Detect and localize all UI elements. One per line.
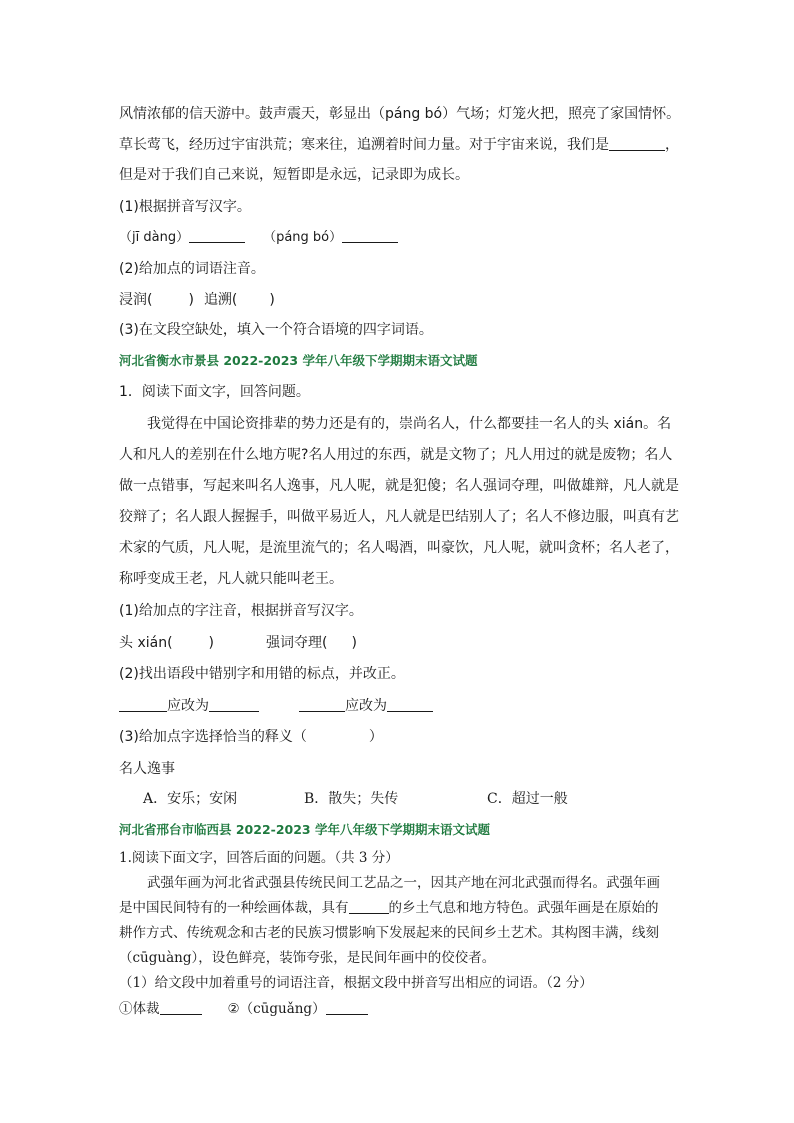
section-heading: 河北省衡水市景县 2022-2023 学年八年级下学期期末语文试题 xyxy=(119,353,478,368)
pinyin-prompt: （páng bó） xyxy=(263,230,343,245)
question-text: (3)给加点字选择恰当的释义（ xyxy=(119,729,307,745)
answer-blank[interactable] xyxy=(342,228,398,243)
text-segment: 应改为 xyxy=(167,698,209,714)
answer-blank[interactable] xyxy=(609,136,665,151)
question-text: (3)在文段空缺处，填入一个符合语境的四字词语。 xyxy=(119,322,433,338)
paragraph-line: 狡辩了；名人跟人握握手，叫做平易近人，凡人就是巴结别人了；名人不修边服，叫真有艺 xyxy=(119,509,679,525)
word-prompt: 头 xián( xyxy=(119,635,173,651)
paren-close: ) xyxy=(208,635,215,651)
paren-close: ) xyxy=(269,292,275,308)
question-line xyxy=(119,633,357,653)
paren-close: ) xyxy=(188,292,194,308)
option-c[interactable]: C．超过一般 xyxy=(487,791,568,807)
answer-blank[interactable] xyxy=(209,697,259,712)
question-intro: 1．阅读下面文字，回答问题。 xyxy=(119,384,310,400)
text-segment: ， xyxy=(665,137,679,153)
text-segment: 的乡土气息和地方特色。武强年画是在原始的 xyxy=(388,900,659,916)
paragraph-line: （cūguàng），设色鲜亮，装饰夸张，是民间年画中的佼佼者。 xyxy=(119,950,496,966)
paragraph-line: 我觉得在中国论资排辈的势力还是有的，崇尚名人，什么都要挂一名人的头 xián。名 xyxy=(147,416,672,432)
word-prompt: 追溯( xyxy=(203,292,238,308)
question-line xyxy=(119,727,383,747)
paragraph-line: 耕作方式、传统观念和古老的民族习惯影响下发展起来的民间乡土艺术。其构图丰满，线刻 xyxy=(119,925,659,941)
word-prompt: 浸润( xyxy=(119,292,153,308)
text-segment: 是中国民间特有的一种绘画体裁，具有 xyxy=(119,900,349,916)
paragraph-line: 术家的气质，凡人呢，是流里流气的；名人喝酒，叫豪饮，凡人呢，就叫贪杯；名人老了， xyxy=(119,540,679,556)
answer-blank[interactable] xyxy=(189,228,245,243)
word-prompt: ①体裁 xyxy=(119,1001,160,1017)
paragraph-line: 风情浓郁的信天游中。鼓声震天，彰显出（páng bó）气场；灯笼火把，照亮了家国情怀。 xyxy=(119,106,681,122)
question-intro: 1.阅读下面文字，回答后面的问题。（共 3 分） xyxy=(119,850,399,866)
text-segment: 草长莺飞，经历过宇宙洪荒；寒来往，追溯着时间力量。对于宇宙来说，我们是 xyxy=(119,137,609,153)
pinyin-prompt: ②（cūguǎng） xyxy=(227,1001,326,1017)
answer-blank[interactable] xyxy=(119,697,167,712)
question-text: (2)给加点的词语注音。 xyxy=(119,261,265,277)
option-b[interactable]: B．散失；失传 xyxy=(304,791,399,807)
section-heading: 河北省邢台市临西县 2022-2023 学年八年级下学期期末语文试题 xyxy=(119,822,490,837)
option-a[interactable]: A．安乐；安闲 xyxy=(143,791,238,807)
answer-blank[interactable] xyxy=(160,1000,202,1015)
question-text: (2)找出语段中错别字和用错的标点，并改正。 xyxy=(119,666,405,682)
paragraph-line: 但是对于我们自己来说，短暂即是永远，记录即为成长。 xyxy=(119,167,469,183)
question-text: (1)根据拼音写汉字。 xyxy=(119,199,251,215)
paragraph-line xyxy=(119,898,659,918)
question-text: （1）给文段中加着重号的词语注音，根据文段中拼音写出相应的词语。（2 分） xyxy=(119,975,593,991)
answer-blank[interactable] xyxy=(299,697,345,712)
paren-close: ) xyxy=(351,635,357,651)
word-prompt: 强词夺理( xyxy=(266,635,328,651)
question-line xyxy=(119,696,433,716)
question-text: (1)给加点的字注音，根据拼音写汉字。 xyxy=(119,603,363,619)
paragraph-line xyxy=(119,135,679,155)
paragraph-line: 人和凡人的差别在什么地方呢?名人用过的东西，就是文物了；凡人用过的就是废物；名人 xyxy=(119,447,673,463)
pinyin-prompt: （jī dàng） xyxy=(119,230,190,245)
paragraph-line: 称呼变成王老，凡人就只能叫老王。 xyxy=(119,571,343,587)
paragraph-line: 武强年画为河北省武强县传统民间工艺品之一，因其产地在河北武强而得名。武强年画 xyxy=(147,875,660,891)
paragraph-line: 做一点错事，写起来叫名人逸事，凡人呢，就是犯傻；名人强词夺理，叫做雄辩，凡人就是 xyxy=(119,478,679,494)
question-line xyxy=(119,290,275,310)
question-line xyxy=(119,999,368,1019)
answer-blank[interactable] xyxy=(387,697,433,712)
paren-close: ） xyxy=(368,729,383,745)
target-word: 名人逸事 xyxy=(119,761,175,777)
answer-blank[interactable] xyxy=(326,1000,368,1015)
answer-blank[interactable] xyxy=(349,899,389,914)
text-segment: 应改为 xyxy=(345,698,387,714)
question-line xyxy=(119,228,398,248)
